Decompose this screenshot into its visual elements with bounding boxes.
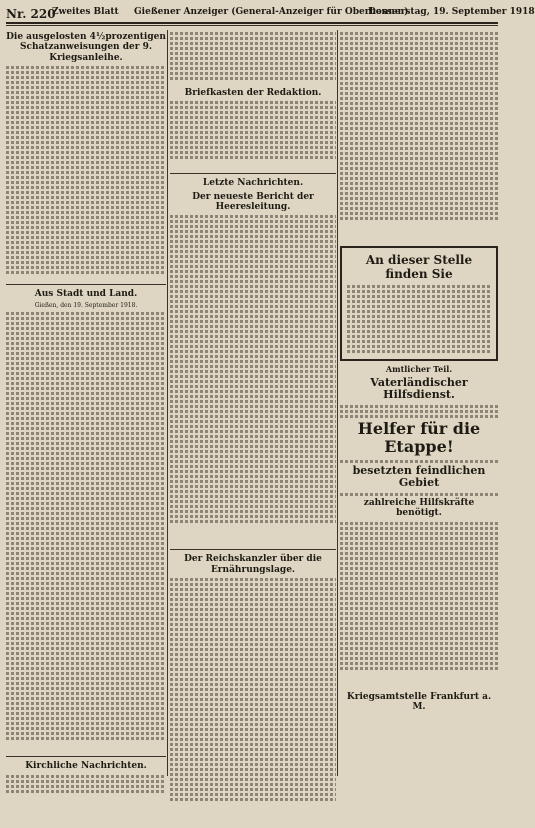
column-2 <box>170 30 336 776</box>
dateline: Gießen, den 19. September 1918. <box>34 302 138 310</box>
article-body <box>340 32 498 242</box>
headline-schatzanweisungen: Die ausgelosten 4½prozentigen Schatzanweisungen der 9. Kriegsanleihe. <box>6 32 166 63</box>
headline-helfer-etappe: Helfer für die Etappe! <box>357 419 481 457</box>
masthead <box>6 4 535 24</box>
ad-headline: An dieser Stelle finden Sie <box>365 253 473 281</box>
headline-hilfskraefte: zahlreiche Hilfskräfte benötigt. <box>363 498 475 519</box>
issue-number: Nr. 220 <box>6 7 56 21</box>
sheet-label: Zweites Blatt <box>52 7 119 17</box>
issue-date: Donnerstag, 19. September 1918 <box>368 7 535 17</box>
article-body <box>6 66 166 280</box>
article-body <box>340 522 498 690</box>
footer-kriegsamtstelle: Kriegsamtstelle Frankfurt a. M. <box>346 691 492 713</box>
headline-hilfsdienst: Vaterländischer Hilfsdienst. <box>370 375 468 402</box>
headline-besetzten-gebiet: besetzten feindlichen Gebiet <box>352 463 486 490</box>
column-3 <box>340 30 498 776</box>
article-body <box>6 312 166 752</box>
column-1 <box>6 30 166 776</box>
section-briefkasten: Briefkasten der Redaktion. <box>184 88 322 98</box>
article-body <box>170 578 336 828</box>
section-kirchliche-nachrichten: Kirchliche Nachrichten. <box>25 761 147 772</box>
article-body <box>170 101 336 169</box>
paper-title: Gießener Anzeiger (General-Anzeiger für Oberhessen) <box>134 7 409 17</box>
section-stadt-und-land: Aus Stadt und Land. <box>34 289 138 300</box>
headline-heeresleitung: Der neueste Bericht der Heeresleitung. <box>192 191 314 213</box>
article-body <box>170 32 336 86</box>
advertisement-box <box>340 246 498 361</box>
column-divider <box>167 30 168 776</box>
section-amtlicher-teil: Amtlicher Teil. <box>385 363 453 374</box>
headline-reichskanzler: Der Reichskanzler über die Ernährungslage. <box>184 554 322 575</box>
header-rule <box>6 25 498 26</box>
section-letzte-nachrichten: Letzte Nachrichten. <box>202 178 304 189</box>
article-body <box>170 215 336 545</box>
column-divider <box>337 30 338 776</box>
